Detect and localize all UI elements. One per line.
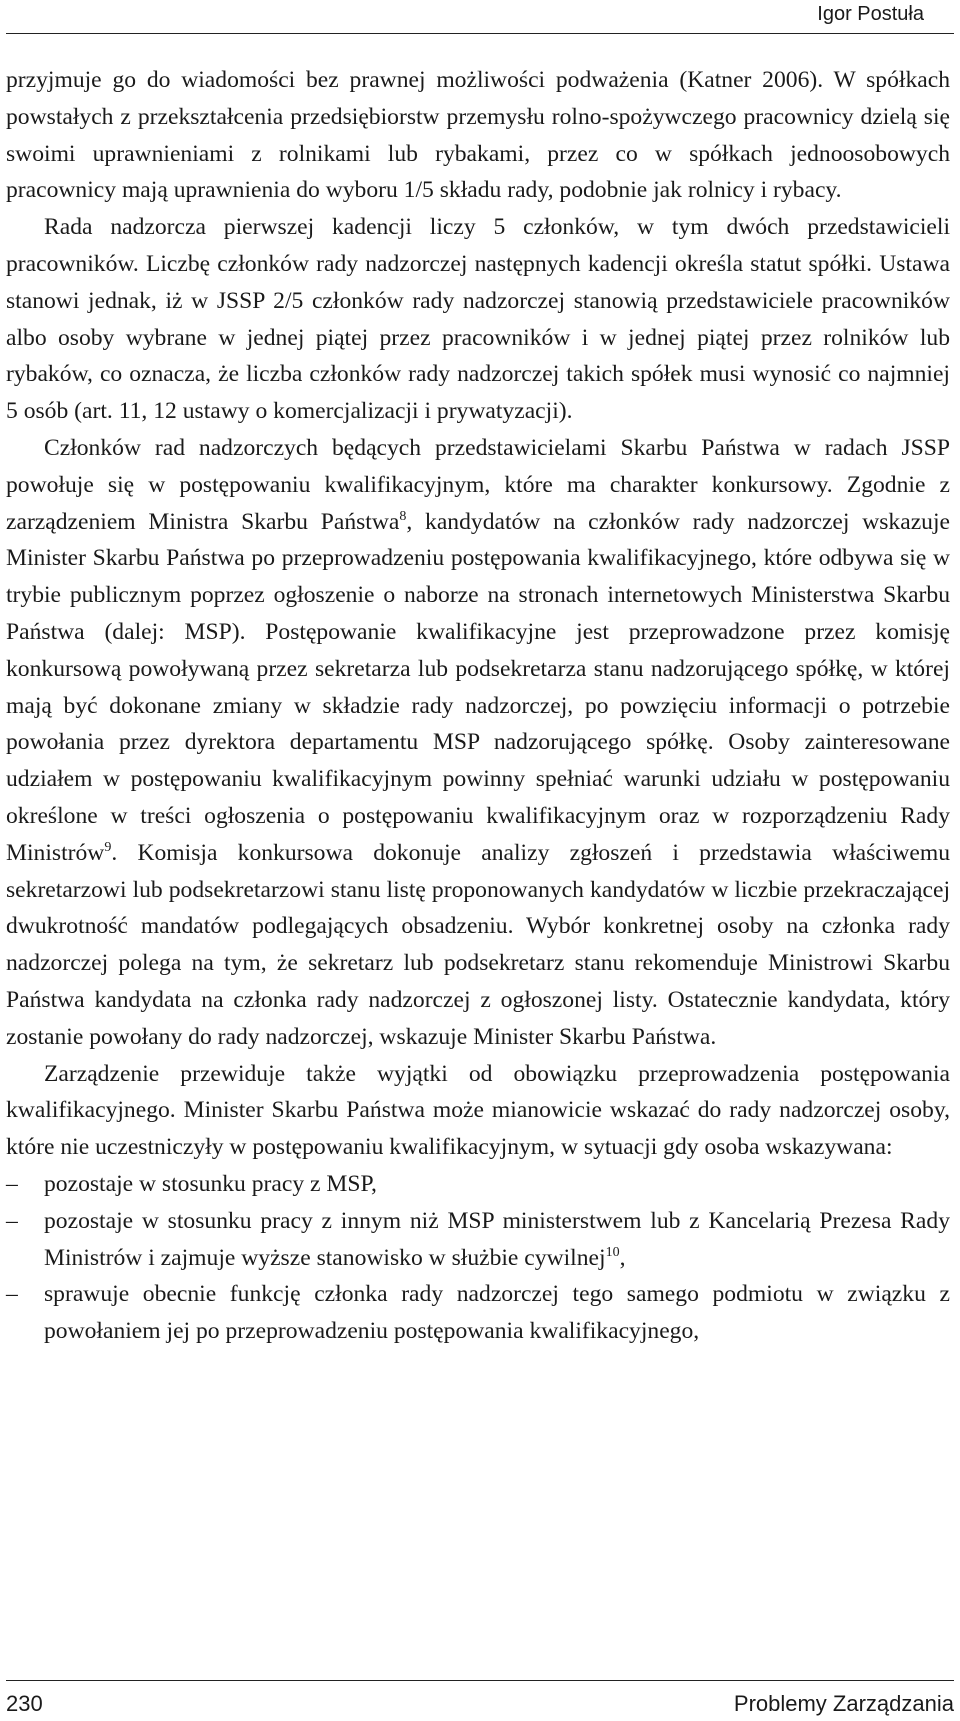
- list-dash: –: [6, 1207, 18, 1234]
- list-item-text: sprawuje obecnie funkcję członka rady nadzorczej tego samego podmiotu w związku z powołaniem jej po przeprowadzeniu postępowania kwalifikacyjnego,: [44, 1281, 950, 1345]
- running-header-author: Igor Postuła: [817, 3, 924, 25]
- paragraph-3: [6, 430, 950, 1056]
- paragraph-4: Zarządzenie przewiduje także wyjątki od obowiązku przeprowadzenia postępowania kwalifikacyjnego. Minister Skarbu Państwa może mianowicie wskazać do rady nadzorczej osoby, które nie uczestniczyły w postępowaniu kwalifikacyjnym, w sytuacji gdy osoba wskazywana:: [6, 1060, 950, 1161]
- journal-title: Problemy Zarządzania: [733, 1691, 954, 1716]
- footnote-ref-8[interactable]: 8: [399, 508, 407, 524]
- list-item: [6, 1203, 950, 1277]
- list-dash: –: [6, 1281, 18, 1308]
- paragraph-3-part-1: Członków rad nadzorczych będących przedstawicielami Skarbu Państwa w radach JSSP powołuje się w postępowaniu kwalifikacyjnym, które ma charakter konkursowy. Zgodnie z zarządzeniem Ministra Skarbu Państwa: [6, 434, 950, 535]
- paragraph-1: przyjmuje go do wiadomości bez prawnej możliwości podważenia (Katner 2006). W spółkach powstałych z przekształcenia przedsiębiorstw przemysłu rolno-spożywczego pracownicy dzielą się swoimi uprawnieniami z rolnikami lub rybakami, przez co w spółkach jednoosobowych pracownicy mają uprawnienia do wyboru 1/5 składu rady, podobnie jak rolnicy i rybacy.: [6, 67, 950, 204]
- page-number: 230: [6, 1691, 43, 1716]
- paragraph-3-part-2: , kandydatów na członków rady nadzorczej wskazuje Minister Skarbu Państwa po przeprowadzeniu postępowania kwalifikacyjnego, które odbywa się w trybie publicznym poprzez ogłoszenie o naborze na stronach internetowych Ministerstwa Skarbu Państwa (dalej: MSP). Postępowanie kwalifikacyjne jest przeprowadzone przez komisję konkursową powoływaną przez sekretarza lub podsekretarza stanu nadzorującego spółkę, w której mają być dokonane zmiany w składzie rady nadzorczej, po powzięciu informacji o potrzebie powołania przez dyrektora departamentu MSP nadzorującego spółkę. Osoby zainteresowane udziałem w postępowaniu kwalifikacyjnym powinny spełniać warunki udziału w postępowaniu określone w treści ogłoszenia o postępowaniu kwalifikacyjnym oraz w rozporządzeniu Rady Ministrów: [6, 508, 950, 866]
- list-dash: –: [6, 1170, 18, 1197]
- article-body: [6, 62, 950, 1350]
- list-item-text: pozostaje w stosunku pracy z innym niż MSP ministerstwem lub z Kancelarią Prezesa Rady Ministrów i zajmuje wyższe stanowisko w służbie cywilnej: [44, 1207, 950, 1271]
- list-item: [6, 1276, 950, 1350]
- footer-rule: [6, 1680, 954, 1681]
- list-item: [6, 1166, 950, 1203]
- paragraph-3-part-3: . Komisja konkursowa dokonuje analizy zgłoszeń i przedstawia właściwemu sekretarzowi lub podsekretarzowi stanu listę proponowanych kandydatów w liczbie przekraczającej dwukrotność mandatów podlegających obsadzeniu. Wybór konkretnej osoby na członka rady nadzorczej polega na tym, że sekretarz lub podsekretarz stanu rekomenduje Ministrowi Skarbu Państwa kandydata na członka rady nadzorczej z ogłoszonej listy. Ostatecznie kandydata, który zostanie powołany do rady nadzorczej, wskazuje Minister Skarbu Państwa.: [6, 839, 950, 1050]
- paragraph-2: Rada nadzorcza pierwszej kadencji liczy 5 członków, w tym dwóch przedstawicieli pracowników. Liczbę członków rady nadzorczej następnych kadencji określa statut spółki. Ustawa stanowi jednak, iż w JSSP 2/5 członków rady nadzorczej stanowią przedstawiciele pracowników albo osoby wybrane w jednej piątej przez pracowników i w jednej piątej przez rolników lub rybaków, co oznacza, że liczba członków rady nadzorczej takich spółek musi wynosić co najmniej 5 osób (art. 11, 12 ustawy o komercjalizacji i prywatyzacji).: [6, 214, 950, 425]
- list-item-punct: ,: [619, 1244, 626, 1271]
- footnote-ref-10[interactable]: 10: [605, 1244, 620, 1260]
- footnote-ref-9[interactable]: 9: [104, 839, 112, 855]
- exception-list: [6, 1166, 950, 1350]
- header-rule: [6, 33, 954, 34]
- list-item-text: pozostaje w stosunku pracy z MSP,: [44, 1170, 377, 1197]
